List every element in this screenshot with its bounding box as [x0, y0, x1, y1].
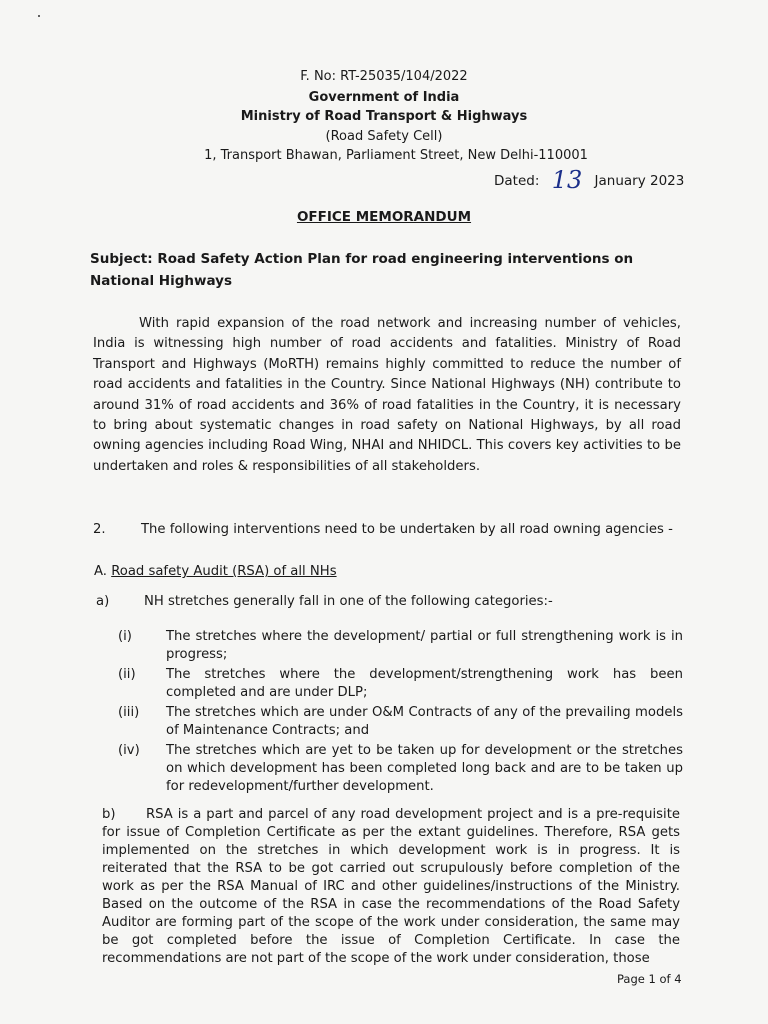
date-line — [494, 163, 685, 194]
list-item-number: (iii) — [118, 705, 140, 720]
paragraph-2 — [93, 520, 681, 540]
item-a-label: a) — [96, 594, 110, 609]
list-item-text: The stretches where the development/ partial or full strengthening work is in progress; — [166, 629, 683, 662]
intro-paragraph: With rapid expansion of the road network and increasing number of vehicles, India is witnessing high number of road accidents and fatalities. Ministry of Road Transport and Highways (MoRTH) remains highly committed to reduce the number of road accidents and fatalities in the Country. Since National Highways (NH) contribute to around 31% of road accidents and 36% of road fatalities in the Country, it is necessary to bring about systematic changes in road safety on National Highways, by all road owning agencies including Road Wing, NHAI and NHIDCL. This covers key activities to be undertaken and roles & responsibilities of all stakeholders. — [93, 316, 681, 474]
list-item-text: The stretches where the development/strengthening work has been completed and are under DLP; — [166, 667, 683, 700]
list-item — [118, 704, 683, 740]
category-list — [118, 628, 683, 796]
section-a-title: Road safety Audit (RSA) of all NHs — [111, 564, 337, 579]
government-heading: Government of India — [308, 90, 460, 105]
item-b-text: RSA is a part and parcel of any road development project and is a pre-requisite for issue of Completion Certificate as per the extant guidelines. Therefore, RSA gets implemented on the stretches in which development work is in progress. It is reiterated that the RSA to be got carried out scrupulously before completion of the work as per the RSA Manual of IRC and other guidelines/instructions of the Ministry. Based on the outcome of the RSA in case the recommendations of the Road Safety Auditor are forming part of the scope of the work under consideration, the same may be got completed before the issue of Completion Certificate. In case the recommendations are not part of the scope of the work under consideration, those — [102, 807, 680, 966]
section-a-heading — [94, 564, 337, 579]
list-item-text: The stretches which are under O&M Contracts of any of the prevailing models of Maintenance Contracts; and — [166, 705, 683, 738]
dated-label: Dated: — [494, 173, 540, 189]
list-item-number: (i) — [118, 629, 132, 644]
list-item-text: The stretches which are yet to be taken up for development or the stretches on which development has been completed long back and are to be taken up for redevelopment/further development. — [166, 743, 683, 794]
item-b — [102, 806, 680, 968]
list-item — [118, 628, 683, 664]
item-b-label: b) — [102, 807, 116, 822]
paragraph-2-number: 2. — [93, 522, 106, 537]
section-a-prefix: A. — [94, 564, 107, 579]
page-number: Page 1 of 4 — [617, 972, 682, 986]
memo-title: OFFICE MEMORANDUM — [296, 209, 472, 225]
ministry-heading: Ministry of Road Transport & Highways — [240, 109, 528, 124]
list-item-number: (ii) — [118, 667, 136, 682]
handwritten-day: 13 — [551, 166, 583, 194]
list-item — [118, 666, 683, 702]
paragraph-2-text: The following interventions need to be undertaken by all road owning agencies - — [141, 522, 673, 537]
list-item — [118, 742, 683, 796]
item-a — [96, 594, 553, 609]
scan-speck — [38, 15, 40, 17]
subject-line: Subject: Road Safety Action Plan for road engineering interventions on National Highways — [90, 251, 634, 289]
list-item-number: (iv) — [118, 743, 140, 758]
cell-name: (Road Safety Cell) — [325, 129, 443, 144]
item-a-text: NH stretches generally fall in one of the following categories:- — [144, 594, 553, 609]
dated-month-year: January 2023 — [594, 173, 685, 189]
file-number: F. No: RT-25035/104/2022 — [300, 69, 468, 84]
office-address: 1, Transport Bhawan, Parliament Street, New Delhi-110001 — [204, 148, 588, 163]
